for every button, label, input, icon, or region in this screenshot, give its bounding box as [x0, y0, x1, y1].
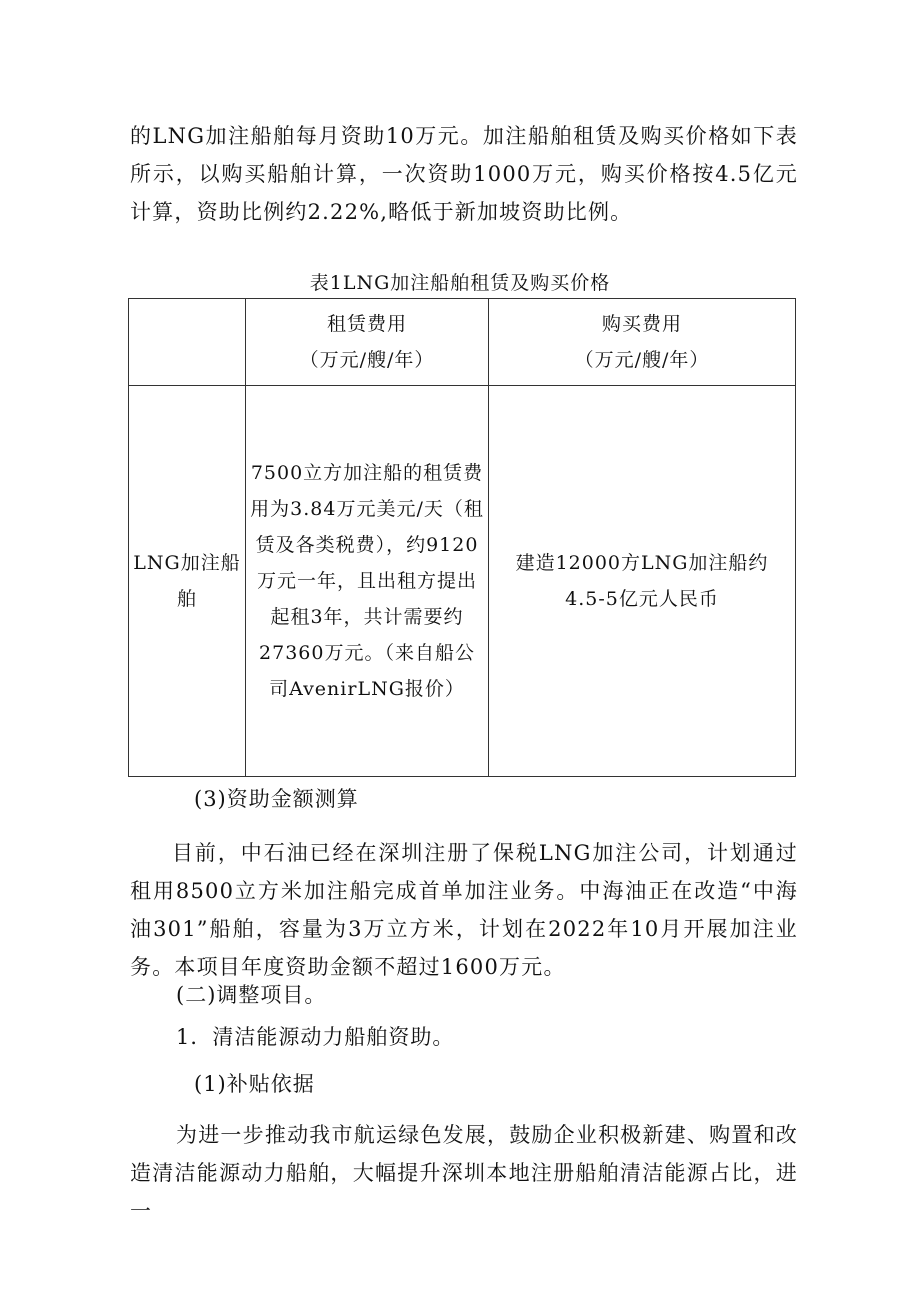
header-buy-cell [489, 299, 796, 386]
item-heading-1: 1．清洁能源动力船舶资助。 [176, 1025, 455, 1049]
header-rent-cell [246, 299, 489, 386]
header-rent-unit: （万元/艘/年） [299, 349, 435, 371]
body-paragraph-3: 为进一步推动我市航运绿色发展，鼓励企业积极新建、购置和改造清洁能源动力船舶，大幅提升深圳本地注册船舶清洁能源占比，进一 [130, 1123, 798, 1223]
buy-value-cell: 建造12000方LNG加注船约4.5-5亿元人民币 [489, 386, 796, 777]
section-heading-adjust: (二)调整项目。 [176, 983, 327, 1007]
table-header-row [129, 299, 796, 386]
intro-paragraph: 的LNG加注船舶每月资助10万元。加注船舶租赁及购买价格如下表所示，以购买船舶计算，一次资助1000万元，购买价格按4.5亿元计算，资助比例约2.22%,略低于新加坡资助比例。 [130, 124, 798, 224]
table-caption: 表1LNG加注船舶租赁及购买价格 [309, 272, 611, 294]
header-rent-label: 租赁费用 [326, 313, 407, 335]
body-paragraph-2: 目前，中石油已经在深圳注册了保税LNG加注公司，计划通过租用8500立方米加注船完成首单加注业务。中海油正在改造“中海油301”船舶，容量为3万立方米，计划在2022年10月开展加注业务。本项目年度资助金额不超过1600万元。 [130, 841, 798, 979]
header-buy-unit: （万元/艘/年） [574, 349, 710, 371]
table-row [129, 386, 796, 777]
section-heading-3: (3)资助金额测算 [194, 787, 359, 811]
price-table [128, 298, 796, 777]
section-heading-1: (1)补贴依据 [194, 1072, 315, 1096]
header-empty-cell [129, 299, 246, 386]
row-label-cell: LNG加注船舶 [129, 386, 246, 777]
header-buy-label: 购买费用 [601, 313, 682, 335]
rent-value-cell: 7500立方加注船的租赁费用为3.84万元美元/天（租赁及各类税费），约9120万元一年，且出租方提出起租3年，共计需要约27360万元。（来自船公司AvenirLNG报价） [246, 386, 489, 777]
